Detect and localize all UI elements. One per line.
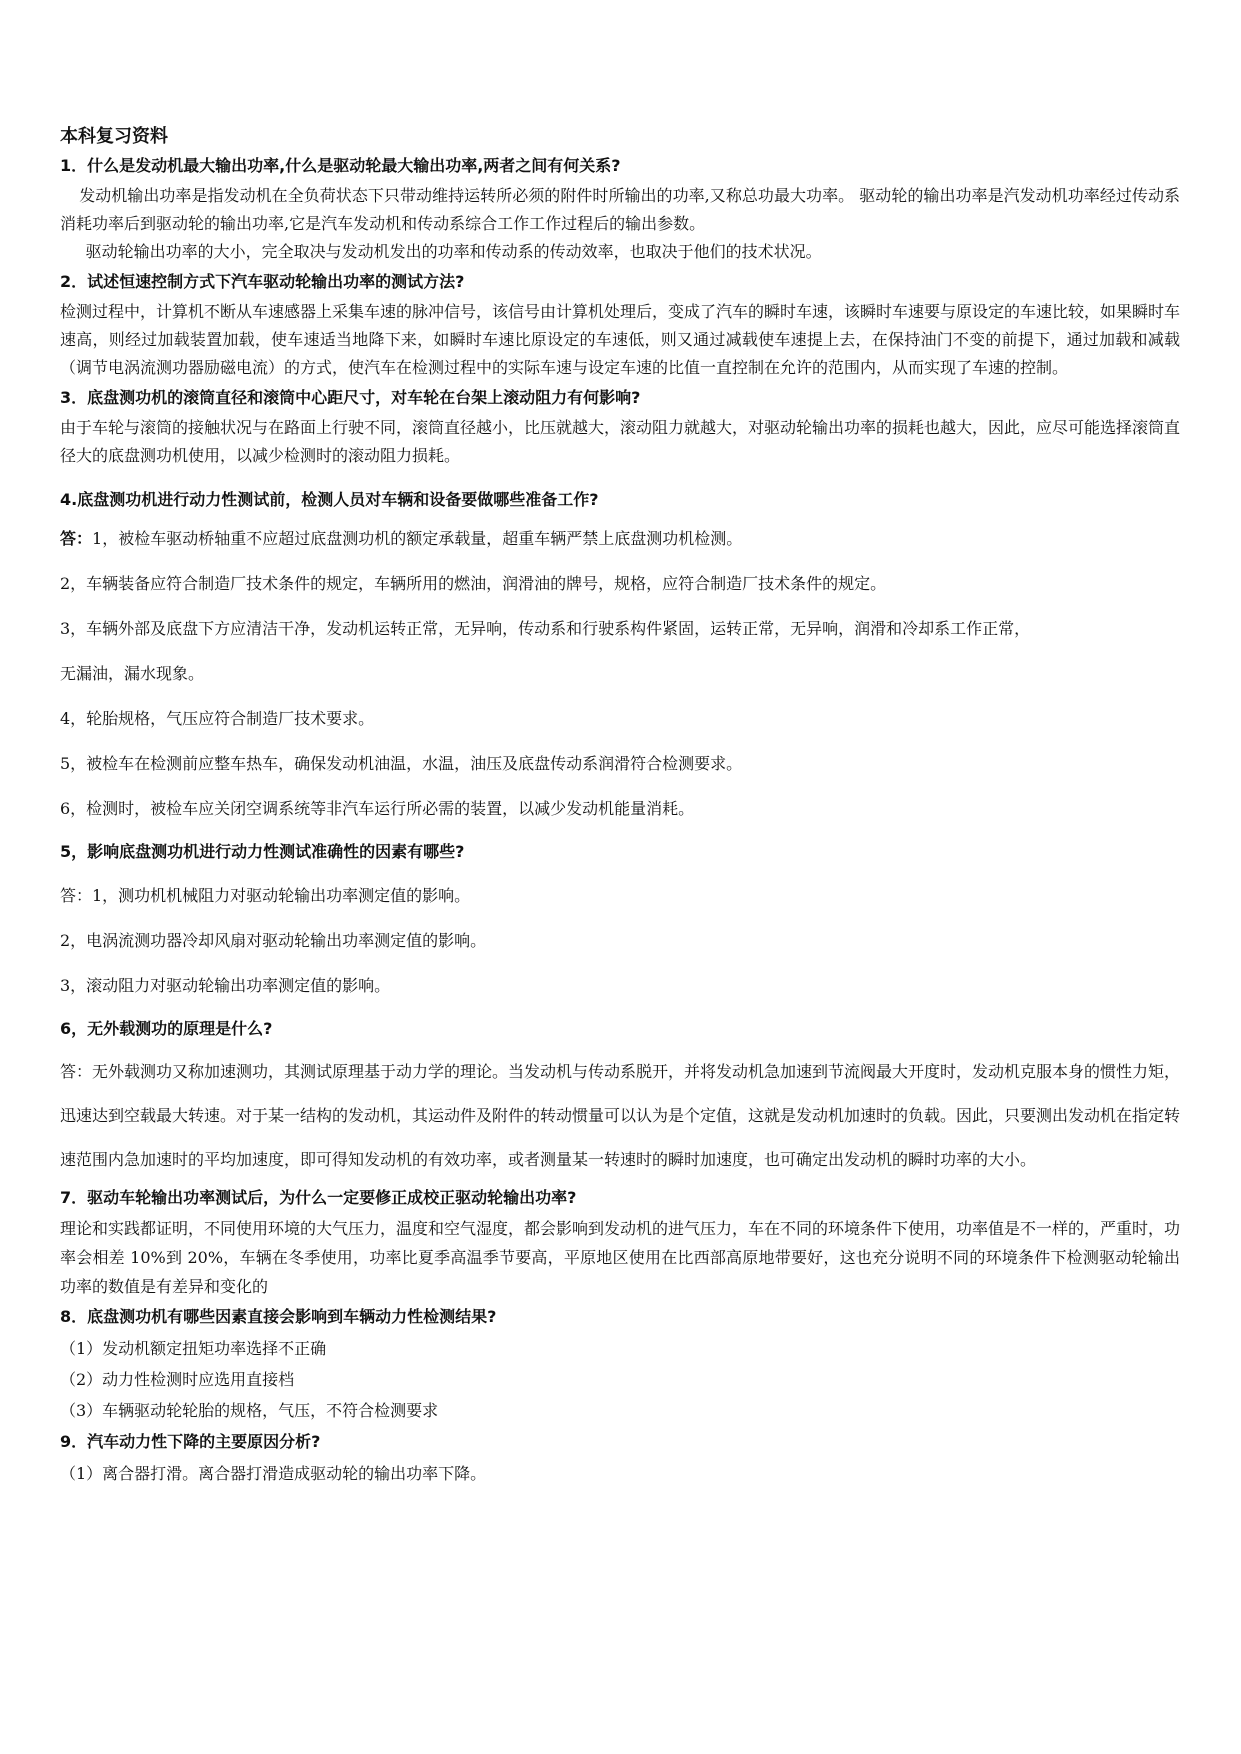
answer-5-item: 2，电涡流测功器冷却风扇对驱动轮输出功率测定值的影响。 xyxy=(60,931,487,950)
question-3: 3．底盘测功机的滚筒直径和滚筒中心距尺寸，对车轮在台架上滚动阻力有何影响? xyxy=(60,388,641,407)
answer-4-item-continuation: 无漏油，漏水现象。 xyxy=(60,664,205,683)
question-1: 1．什么是发动机最大输出功率,什么是驱动轮最大输出功率,两者之间有何关系? xyxy=(60,156,621,175)
answer-1-paragraph-2: 驱动轮输出功率的大小，完全取决与发动机发出的功率和传动系的传动效率，也取决于他们的技术状况。 xyxy=(85,242,822,261)
answer-7-paragraph: 理论和实践都证明，不同使用环境的大气压力，温度和空气湿度，都会影响到发动机的进气压力，车在不同的环境条件下使用，功率值是不一样的，严重时，功率会相差 10%到 20%，车辆在冬季使用，功率比夏季高温季节要高，平原地区使用在比西部高原地带要好，这也充分说明不同的环境条件下检测驱动轮输出功率的数值是有差异和变化的 xyxy=(60,1219,1181,1296)
doc-title: 本科复习资料 xyxy=(60,126,168,147)
question-4: 4.底盘测功机进行动力性测试前，检测人员对车辆和设备要做哪些准备工作? xyxy=(60,490,599,509)
answer-5-item: 3，滚动阻力对驱动轮输出功率测定值的影响。 xyxy=(60,976,391,995)
answer-4-item xyxy=(60,516,1180,561)
answer-5-item: 答：1，测功机机械阻力对驱动轮输出功率测定值的影响。 xyxy=(60,886,471,905)
question-8: 8．底盘测功机有哪些因素直接会影响到车辆动力性检测结果? xyxy=(60,1307,497,1326)
answer-3-paragraph: 由于车轮与滚筒的接触状况与在路面上行驶不同，滚筒直径越小，比压就越大，滚动阻力就越大，对驱动轮输出功率的损耗也越大，因此，应尽可能选择滚筒直径大的底盘测功机使用，以减少检测时的滚动阻力损耗。 xyxy=(60,418,1181,465)
answer-4-item: 2，车辆装备应符合制造厂技术条件的规定，车辆所用的燃油，润滑油的牌号，规格，应符合制造厂技术条件的规定。 xyxy=(60,574,887,593)
question-2: 2．试述恒速控制方式下汽车驱动轮输出功率的测试方法? xyxy=(60,272,465,291)
answer-9-item: （1）离合器打滑。离合器打滑造成驱动轮的输出功率下降。 xyxy=(60,1464,487,1483)
answer-4-item-text: 1，被检车驱动桥轴重不应超过底盘测功机的额定承载量，超重车辆严禁上底盘测功机检测。 xyxy=(92,529,743,548)
question-6: 6，无外载测功的原理是什么? xyxy=(60,1019,273,1038)
question-9: 9．汽车动力性下降的主要原因分析? xyxy=(60,1432,321,1451)
answer-4-item: 5，被检车在检测前应整车热车，确保发动机油温，水温，油压及底盘传动系润滑符合检测要求。 xyxy=(60,754,743,773)
question-7: 7．驱动车轮输出功率测试后，为什么一定要修正成校正驱动轮输出功率? xyxy=(60,1188,577,1207)
answer-label: 答： xyxy=(60,529,93,548)
document-page xyxy=(60,124,1180,1489)
answer-4-item: 4，轮胎规格，气压应符合制造厂技术要求。 xyxy=(60,709,375,728)
answer-8-item: （2）动力性检测时应选用直接档 xyxy=(60,1370,295,1389)
answer-1-paragraph-1: 发动机输出功率是指发动机在全负荷状态下只带动维持运转所必须的附件时所输出的功率,又称总功最大功率。 驱动轮的输出功率是汽发动机功率经过传动系消耗功率后到驱动轮的输出功率,它是汽车发动机和传动系综合工作工作过程后的输出参数。 xyxy=(60,186,1180,233)
answer-6-paragraph: 答：无外载测功又称加速测功，其测试原理基于动力学的理论。当发动机与传动系脱开，并将发动机急加速到节流阀最大开度时，发动机克服本身的惯性力矩，迅速达到空载最大转速。对于某一结构的发动机，其运动件及附件的转动惯量可以认为是个定值，这就是发动机加速时的负载。因此，只要测出发动机在指定转速范围内急加速时的平均加速度，即可得知发动机的有效功率，或者测量某一转速时的瞬时加速度，也可确定出发动机的瞬时功率的大小。 xyxy=(60,1062,1181,1169)
answer-2-paragraph: 检测过程中，计算机不断从车速感器上采集车速的脉冲信号，该信号由计算机处理后，变成了汽车的瞬时车速，该瞬时车速要与原设定的车速比较，如果瞬时车速高，则经过加载装置加载，使车速适当地降下来，如瞬时车速比原设定的车速低，则又通过减载使车速提上去，在保持油门不变的前提下，通过加载和减载（调节电涡流测功器励磁电流）的方式，使汽车在检测过程中的实际车速与设定车速的比值一直控制在允许的范围内，从而实现了车速的控制。 xyxy=(60,302,1181,377)
question-5: 5，影响底盘测功机进行动力性测试准确性的因素有哪些? xyxy=(60,842,465,861)
answer-8-item: （3）车辆驱动轮轮胎的规格，气压，不符合检测要求 xyxy=(60,1401,439,1420)
answer-8-item: （1）发动机额定扭矩功率选择不正确 xyxy=(60,1339,327,1358)
answer-4-item: 6，检测时，被检车应关闭空调系统等非汽车运行所必需的装置，以减少发动机能量消耗。 xyxy=(60,799,695,818)
answer-4-item: 3，车辆外部及底盘下方应清洁干净，发动机运转正常，无异响，传动系和行驶系构件紧固，运转正常，无异响，润滑和冷却系工作正常， xyxy=(60,619,1031,638)
